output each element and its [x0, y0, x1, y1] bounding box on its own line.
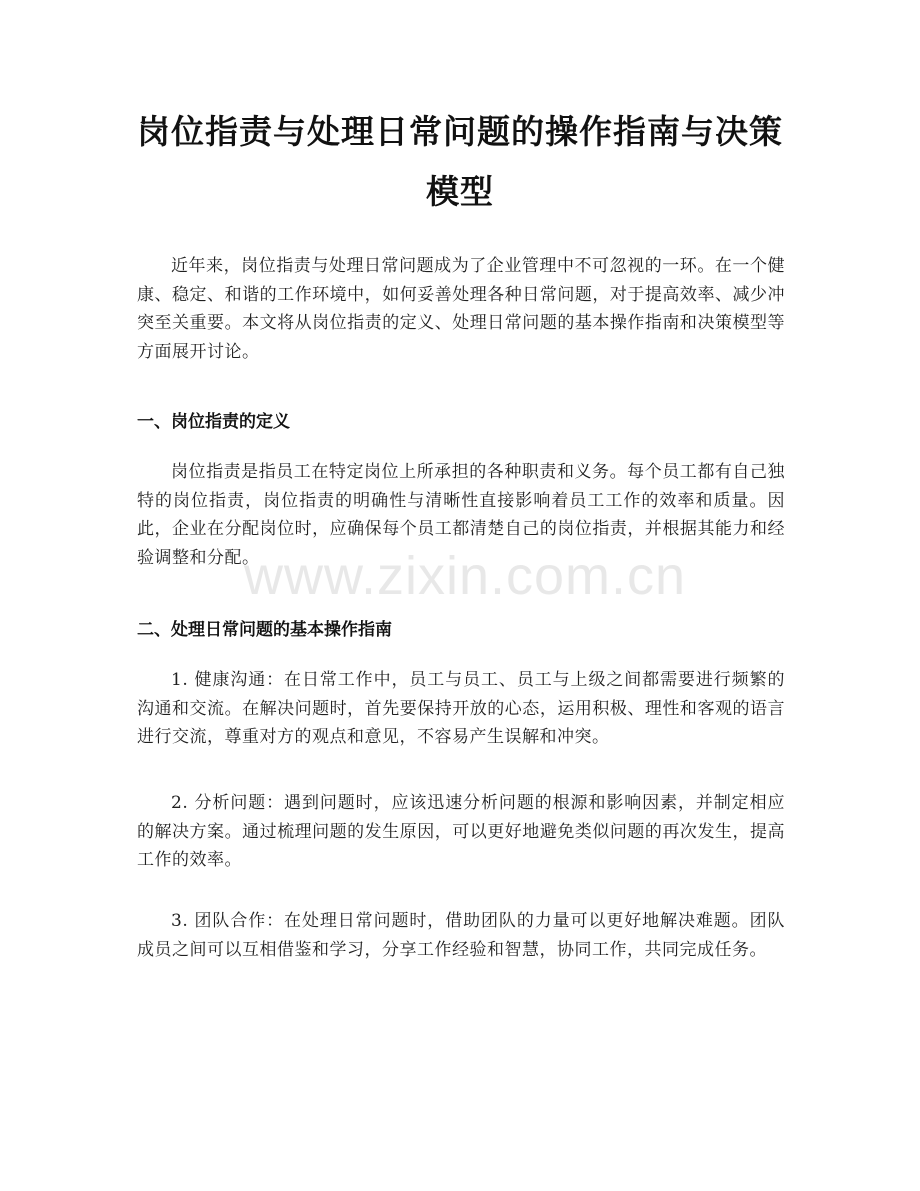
title-line-1: 岗位指责与处理日常问题的操作指南与决策	[137, 112, 783, 151]
watermark: www.zixin.com.cn	[243, 546, 687, 606]
section-heading-2: 二、处理日常问题的基本操作指南	[137, 620, 392, 640]
intro-paragraph: 近年来，岗位指责与处理日常问题成为了企业管理中不可忽视的一环。在一个健康、稳定、和谐的工作环境中，如何妥善处理各种日常问题，对于提高效率、减少冲突至关重要。本文将从岗位指责的定义、处理日常问题的基本操作指南和决策模型等方面展开讨论。	[137, 256, 785, 362]
section-2-item-3: 3. 团队合作：在处理日常问题时，借助团队的力量可以更好地解决难题。团队成员之间可以互相借鉴和学习，分享工作经验和智慧，协同工作，共同完成任务。	[137, 911, 785, 960]
section-2-item-2: 2. 分析问题：遇到问题时，应该迅速分析问题的根源和影响因素，并制定相应的解决方案。通过梳理问题的发生原因，可以更好地避免类似问题的再次发生，提高工作的效率。	[137, 793, 785, 870]
title-line-2: 模型	[426, 172, 494, 211]
document-title	[120, 102, 800, 222]
section-2-item-1: 1. 健康沟通：在日常工作中，员工与员工、员工与上级之间都需要进行频繁的沟通和交流。在解决问题时，首先要保持开放的心态，运用积极、理性和客观的语言进行交流，尊重对方的观点和意见，不容易产生误解和冲突。	[137, 670, 785, 747]
section-1-paragraph-1: 岗位指责是指员工在特定岗位上所承担的各种职责和义务。每个员工都有自己独特的岗位指责，岗位指责的明确性与清晰性直接影响着员工工作的效率和质量。因此，企业在分配岗位时，应确保每个员工都清楚自己的岗位指责，并根据其能力和经验调整和分配。	[137, 462, 785, 568]
section-heading-1: 一、岗位指责的定义	[137, 412, 290, 432]
